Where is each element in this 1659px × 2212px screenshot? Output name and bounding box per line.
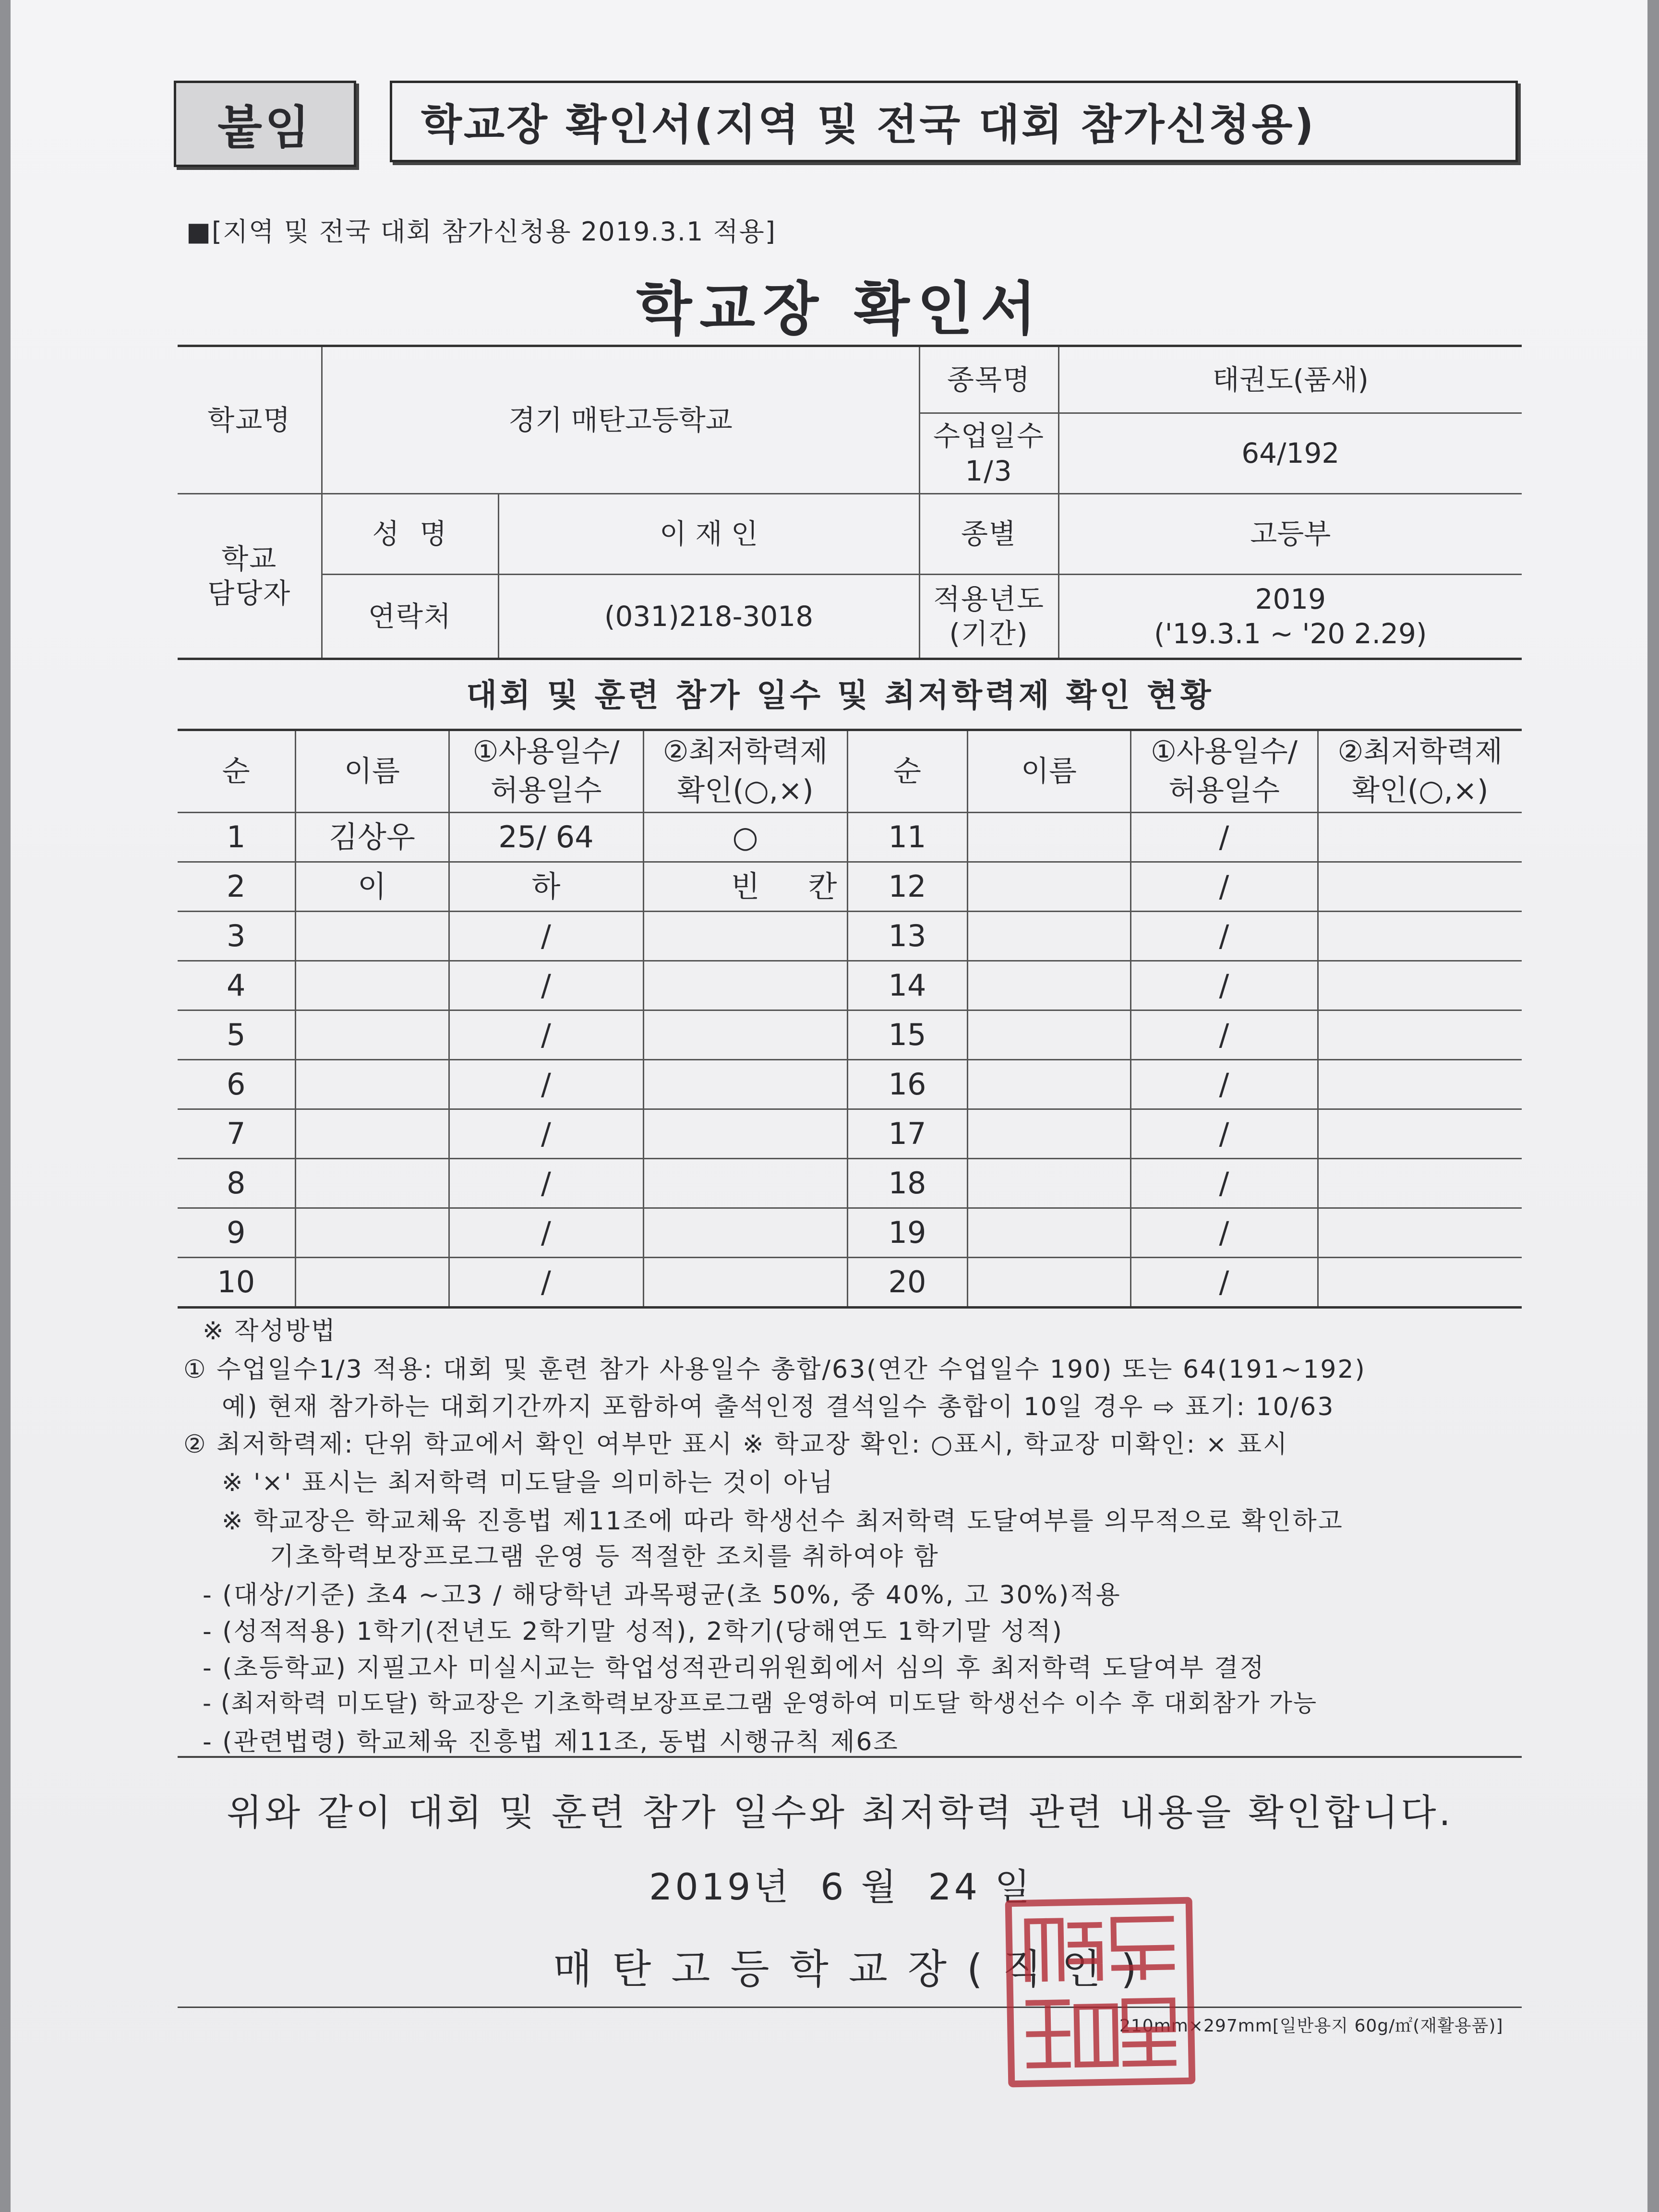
seal-glyph-icon (1017, 1909, 1183, 2075)
header-no-2: 순 (847, 730, 967, 813)
row-days-2: / (1130, 1159, 1318, 1208)
header-check-2-line2: 확인(○,×) (1352, 774, 1489, 807)
header-check (643, 730, 847, 813)
header-check-2 (1318, 730, 1522, 813)
row-no: 8 (178, 1159, 295, 1208)
row-check (643, 1109, 847, 1159)
instruction-line: - (최저학력 미도달) 학교장은 기초학력보장프로그램 운영하여 미도달 학생선수 이수 후 대회참가 가능 (203, 1689, 1318, 1717)
table-row (178, 961, 1522, 1010)
instruction-line: - (관련법령) 학교체육 진흥법 제11조, 동법 시행규칙 제6조 (203, 1728, 899, 1756)
row-days-2: / (1130, 961, 1318, 1010)
participation-table (178, 729, 1522, 1309)
header-title: 학교장 확인서(지역 및 전국 대회 참가신청용) (390, 81, 1518, 162)
row-check-2 (1318, 1208, 1522, 1258)
row-name (295, 1159, 449, 1208)
row-days: / (449, 1109, 643, 1159)
row-check-2 (1318, 1159, 1522, 1208)
divider (178, 2007, 1522, 2008)
year-value-line2: ('19.3.1 ~ '20 2.29) (1154, 617, 1427, 650)
row-days-2: / (1130, 1258, 1318, 1308)
instruction-line: 기초학력보장프로그램 운영 등 적절한 조치를 취하여야 함 (270, 1542, 939, 1571)
principal-signature-line: 매탄고등학교장(직인) (553, 1946, 1157, 1993)
row-check (643, 1208, 847, 1258)
school-name-label: 학교명 (178, 346, 322, 494)
row-no-2: 14 (847, 961, 967, 1010)
manager-name-label: 성 명 (322, 494, 498, 575)
row-days: 하 (449, 862, 643, 912)
year-label-line2: (기간) (949, 617, 1029, 650)
table-row (178, 1208, 1522, 1258)
row-days: / (449, 912, 643, 961)
row-days: / (449, 1208, 643, 1258)
instruction-line: - (대상/기준) 초4 ~고3 / 해당학년 과목평균(초 50%, 중 40%, 고 30%)적용 (203, 1581, 1121, 1610)
row-no: 1 (178, 813, 295, 862)
year-value-line1: 2019 (1255, 582, 1326, 615)
table-row (178, 1159, 1522, 1208)
row-check-2 (1318, 1060, 1522, 1109)
header-check-line1: ②최저학력제 (662, 735, 828, 769)
table-row (178, 912, 1522, 961)
paper-spec: 210mm×297mm[일반용지 60g/㎡(재활용품)] (1119, 2016, 1503, 2036)
row-name (295, 961, 449, 1010)
header-no: 순 (178, 730, 295, 813)
row-days-2: / (1130, 1109, 1318, 1159)
row-name-2 (967, 1109, 1130, 1159)
row-name-2 (967, 961, 1130, 1010)
document-sheet (11, 0, 1647, 2212)
year-label-line1: 적용년도 (933, 582, 1045, 615)
official-seal-stamp (1005, 1897, 1196, 2088)
row-check (643, 961, 847, 1010)
row-days-2: / (1130, 1208, 1318, 1258)
document-title: 학교장 확인서 (636, 276, 1044, 343)
row-name-2 (967, 1258, 1130, 1308)
header-days-2 (1130, 730, 1318, 813)
row-no: 7 (178, 1109, 295, 1159)
row-name (295, 1109, 449, 1159)
row-check-2 (1318, 862, 1522, 912)
row-check (643, 1258, 847, 1308)
row-no: 3 (178, 912, 295, 961)
header-days-line2: 허용일수 (490, 774, 602, 807)
division-label: 종별 (919, 494, 1058, 575)
row-check (643, 1010, 847, 1060)
row-days-2: / (1130, 1010, 1318, 1060)
row-days-2: / (1130, 1060, 1318, 1109)
row-days: / (449, 1258, 643, 1308)
table-row (178, 1060, 1522, 1109)
instruction-line: 예) 현재 참가하는 대회기간까지 포함하여 출석인정 결석일수 총합이 10일 경우 ⇨ 표기: 10/63 (222, 1393, 1335, 1421)
header-check-2-line1: ②최저학력제 (1337, 735, 1503, 769)
row-no-2: 15 (847, 1010, 967, 1060)
row-check (643, 1159, 847, 1208)
row-check-2 (1318, 912, 1522, 961)
instruction-line: - (초등학교) 지필고사 미실시교는 학업성적관리위원회에서 심의 후 최저학력 도달여부 결정 (203, 1654, 1265, 1683)
row-check (643, 1060, 847, 1109)
table-row (178, 1258, 1522, 1308)
row-no: 6 (178, 1060, 295, 1109)
header-name-2: 이름 (967, 730, 1130, 813)
class-days-label-line1: 수업일수 (933, 420, 1045, 452)
header-days-line1: ①사용일수/ (472, 735, 620, 769)
row-no-2: 11 (847, 813, 967, 862)
year-label (919, 575, 1058, 659)
row-days-2: / (1130, 912, 1318, 961)
header-days-2-line1: ①사용일수/ (1151, 735, 1298, 769)
row-name (295, 1258, 449, 1308)
phone-value: (031)218-3018 (498, 575, 919, 659)
instruction-line: ※ 학교장은 학교체육 진흥법 제11조에 따라 학생선수 최저학력 도달여부를 의무적으로 확인하고 (222, 1507, 1344, 1536)
row-check (643, 862, 847, 912)
school-info-table (178, 345, 1522, 660)
row-check-extra: 칸 (808, 869, 837, 904)
row-no-2: 19 (847, 1208, 967, 1258)
row-check-2 (1318, 1010, 1522, 1060)
row-check-2 (1318, 1258, 1522, 1308)
row-name (295, 912, 449, 961)
row-days: 25/ 64 (449, 813, 643, 862)
instruction-line: ① 수업일수1/3 적용: 대회 및 훈련 참가 사용일수 총합/63(연간 수업일수 190) 또는 64(191~192) (183, 1355, 1366, 1384)
row-name-2 (967, 1159, 1130, 1208)
row-no: 5 (178, 1010, 295, 1060)
row-name: 김상우 (295, 813, 449, 862)
row-check: ○ (643, 813, 847, 862)
row-name (295, 1060, 449, 1109)
row-no: 10 (178, 1258, 295, 1308)
row-name (295, 1010, 449, 1060)
table-row (178, 862, 1522, 912)
instruction-line: - (성적적용) 1학기(전년도 2학기말 성적), 2학기(당해연도 1학기말 성적) (203, 1617, 1063, 1646)
attachment-tag: 붙임 (174, 81, 356, 167)
table-row (178, 813, 1522, 862)
contact-group-label (178, 494, 322, 659)
row-days-2: / (1130, 813, 1318, 862)
header-name: 이름 (295, 730, 449, 813)
row-days: / (449, 1010, 643, 1060)
row-name: 이 (295, 862, 449, 912)
header-check-line2: 확인(○,×) (677, 774, 814, 807)
row-no-2: 12 (847, 862, 967, 912)
instructions (183, 1310, 1527, 1756)
row-check (643, 912, 847, 961)
row-no: 9 (178, 1208, 295, 1258)
sport-label: 종목명 (919, 346, 1058, 413)
participation-section-title: 대회 및 훈련 참가 일수 및 최저학력제 확인 현황 (466, 677, 1214, 714)
row-no-2: 16 (847, 1060, 967, 1109)
row-no: 4 (178, 961, 295, 1010)
contact-group-label-line1: 학교 (221, 542, 277, 575)
row-check-2 (1318, 813, 1522, 862)
row-days: / (449, 1060, 643, 1109)
class-days-label (919, 413, 1058, 494)
applicability-note: ■[지역 및 전국 대회 참가신청용 2019.3.1 적용] (186, 216, 776, 247)
contact-group-label-line2: 담당자 (207, 577, 291, 610)
row-no-2: 18 (847, 1159, 967, 1208)
sport-value: 태권도(품새) (1058, 346, 1522, 413)
row-name-2 (967, 1060, 1130, 1109)
row-name-2 (967, 813, 1130, 862)
header-days-2-line2: 허용일수 (1168, 774, 1280, 807)
year-value (1058, 575, 1522, 659)
manager-name-value: 이 재 인 (498, 494, 919, 575)
phone-label: 연락처 (322, 575, 498, 659)
division-value: 고등부 (1058, 494, 1522, 575)
instruction-line: ② 최저학력제: 단위 학교에서 확인 여부만 표시 ※ 학교장 확인: ○표시, 학교장 미확인: × 표시 (183, 1430, 1289, 1459)
row-days: / (449, 1159, 643, 1208)
row-check-2 (1318, 1109, 1522, 1159)
class-days-label-line2: 1/3 (965, 454, 1013, 487)
row-days-2: / (1130, 862, 1318, 912)
row-name-2 (967, 1208, 1130, 1258)
table-row (178, 1010, 1522, 1060)
row-name-2 (967, 912, 1130, 961)
divider (178, 1756, 1522, 1758)
instructions-heading: ※ 작성방법 (203, 1317, 337, 1346)
instruction-line: ※ '×' 표시는 최저학력 미도달을 의미하는 것이 아님 (222, 1468, 834, 1497)
header-days (449, 730, 643, 813)
row-no-2: 20 (847, 1258, 967, 1308)
row-check-2 (1318, 961, 1522, 1010)
class-days-value: 64/192 (1058, 413, 1522, 494)
row-name (295, 1208, 449, 1258)
school-name-value: 경기 매탄고등학교 (322, 346, 919, 494)
row-days: / (449, 961, 643, 1010)
row-no-2: 13 (847, 912, 967, 961)
issue-date: 2019년 6 월 24 일 (649, 1865, 1033, 1908)
table-row (178, 1109, 1522, 1159)
row-no: 2 (178, 862, 295, 912)
row-name-2 (967, 1010, 1130, 1060)
row-no-2: 17 (847, 1109, 967, 1159)
row-check-text: 빈 (731, 869, 760, 904)
confirmation-statement: 위와 같이 대회 및 훈련 참가 일수와 최저학력 관련 내용을 확인합니다. (227, 1791, 1454, 1834)
row-name-2 (967, 862, 1130, 912)
